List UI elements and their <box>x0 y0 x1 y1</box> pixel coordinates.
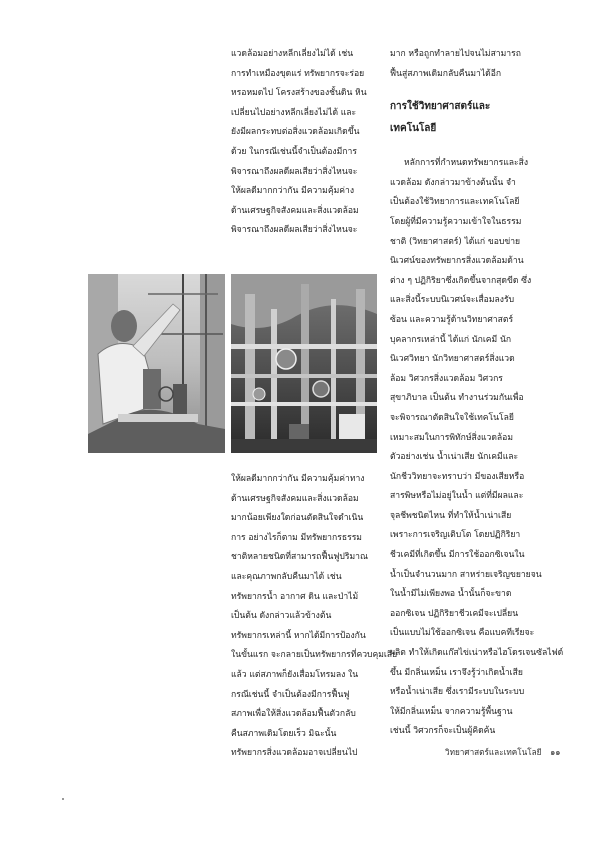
text-line: ทรัพยากรน้ำ อากาศ ดิน และป่าไม้ <box>231 591 359 602</box>
scan-speck <box>62 798 64 800</box>
text-line: ชีวเคมีที่เกิดขึ้น มีการใช้ออกซิเจนใน <box>390 550 525 561</box>
laboratory-photo <box>88 274 225 453</box>
text-line: ในขั้นแรก จะกลายเป็นทรัพยากรที่ควบคุมเสีย <box>231 650 398 661</box>
text-line: บุคลากรเหล่านี้ ได้แก่ นักเคมี นัก <box>390 334 512 345</box>
text-line: ผลิต ทำให้เกิดแก๊สไข่เน่าหรือไฮโดรเจนซัลไฟด์ <box>390 648 564 659</box>
text-line: ฟื้นสู่สภาพเดิมกลับคืนมาได้อีก <box>390 68 502 79</box>
text-line: ล้อม วิศวกรสิ่งแวดล้อม วิศวกร <box>390 373 503 384</box>
text-line: จุลชีพชนิดไหน ที่ทำให้น้ำเน่าเสีย <box>390 510 512 521</box>
text-line: ด้านเศรษฐกิจสังคมและสิ่งแวดล้อม <box>231 205 359 216</box>
right-column-body <box>390 154 564 742</box>
section-heading-line: เทคโนโลยี <box>390 123 437 135</box>
text-line: เป็นต้องใช้วิทยาการและเทคโนโลยี <box>390 197 520 208</box>
text-line: ออกซิเจน ปฏิกิริยาชีวเคมีจะเปลี่ยน <box>390 608 519 619</box>
text-line: แล้ว แต่สภาพก็ยังเสื่อมโทรมลง ใน <box>231 669 359 680</box>
text-line: นักชีววิทยาจะทราบว่า มีของเสียหรือ <box>390 471 525 482</box>
text-line: จะพิจารณาตัดสินใจใช้เทคโนโลยี <box>390 412 514 423</box>
middle-column-top <box>231 45 377 241</box>
text-line: ต่าง ๆ ปฏิกิริยาซึ่งเกิดขึ้นจากสุดขีด ซึ่ง <box>390 275 532 286</box>
text-line: ซ้อน และความรู้ด้านวิทยาศาสตร์ <box>390 314 514 325</box>
text-line: แวดล้อมอย่างหลีกเลี่ยงไม่ได้ เช่น <box>231 49 354 59</box>
text-line: การ อย่างไรก็ตาม มีทรัพยากรธรรม <box>231 532 362 543</box>
text-line: ชาติ (วิทยาศาสตร์) ได้แก่ ขอบข่าย <box>390 236 521 247</box>
text-line: พิจารณาถึงผลดีผลเสียว่าสิ่งไหนจะ <box>231 166 358 177</box>
text-line: เปลี่ยนไปอย่างหลีกเลี่ยงไม่ได้ และ <box>231 107 357 118</box>
text-line: นิเวศวิทยา นักวิทยาศาสตร์สิ่งแวด <box>390 354 515 365</box>
text-line: ทรัพยากรสิ่งแวดล้อมอาจเปลี่ยนไป <box>231 748 358 759</box>
section-heading <box>390 96 550 140</box>
text-line: ขึ้น มีกลิ่นเหม็น เราจึงรู้ว่าเกิดน้ำเสีย <box>390 667 523 678</box>
middle-column-bottom <box>231 470 398 764</box>
text-line: ด้วย ในกรณีเช่นนี้จำเป็นต้องมีการ <box>231 146 357 157</box>
text-line: โดยผู้ที่มีความรู้ความเข้าใจในธรรม <box>390 216 522 227</box>
text-line: การทำเหมืองขุดแร่ ทรัพยากรจะร่อย <box>231 68 365 79</box>
text-line: เหมาะสมในการพิทักษ์สิ่งแวดล้อม <box>390 432 514 443</box>
text-line: คืนสภาพเดิมโดยเร็ว มิฉะนั้น <box>231 728 337 739</box>
text-line: เพราะการเจริญเติบโต โดยปฏิกิริยา <box>390 530 521 541</box>
text-line: ให้ผลดีมากกว่ากัน มีความคุ้มค่าง <box>231 186 355 197</box>
text-line: หลักการที่กำหนดทรัพยากรและสิ่ง <box>404 158 529 169</box>
text-line: มากน้อยเพียงใดก่อนตัดสินใจดำเนิน <box>231 513 364 524</box>
text-line: เป็นต้น ดังกล่าวแล้วข้างต้น <box>231 611 332 622</box>
section-heading-line: การใช้วิทยาศาสตร์และ <box>390 101 491 113</box>
industrial-plant-photo <box>231 274 377 453</box>
text-line: สารพิษหรือไม่อยู่ในน้ำ แต่ที่มีผลและ <box>390 491 524 502</box>
text-line: แวดล้อม ดังกล่าวมาข้างต้นนั้น จำ <box>390 177 516 188</box>
text-line: ให้มีกลิ่นเหม็น จากความรู้พื้นฐาน <box>390 706 513 717</box>
text-line: และสิ่งนี้ระบบนิเวศน์จะเสื่อมลงรับ <box>390 295 515 306</box>
right-column-intro <box>390 45 550 84</box>
page-footer <box>445 746 560 759</box>
page-number: ๑๑ <box>550 747 561 757</box>
text-line: หรือน้ำเน่าเสีย ซึ่งเรามีระบบในระบบ <box>390 687 525 698</box>
text-line: พิจารณาถึงผลดีผลเสียว่าสิ่งไหนจะ <box>231 225 358 236</box>
text-line: และคุณภาพกลับคืนมาได้ เช่น <box>231 571 342 582</box>
text-line: เป็นแบบไม่ใช้ออกซิเจน คือแบคทีเรียจะ <box>390 628 535 639</box>
text-line: สภาพเพื่อให้สิ่งแวดล้อมฟื้นตัวกลับ <box>231 709 356 720</box>
text-line: ทรัพยากรเหล่านี้ หากได้มีการป้องกัน <box>231 630 366 641</box>
text-line: ด้านเศรษฐกิจสังคมและสิ่งแวดล้อม <box>231 493 359 504</box>
text-line: น้ำเป็นจำนวนมาก สาหร่ายเจริญขยายจน <box>390 569 542 580</box>
footer-title: วิทยาศาสตร์และเทคโนโลยี <box>445 747 542 757</box>
text-line: ชาติหลายชนิดที่สามารถฟื้นฟูปริมาณ <box>231 552 368 563</box>
text-line: นิเวศน์ของทรัพยากรสิ่งแวดล้อมด้าน <box>390 256 524 267</box>
text-line: มาก หรือถูกทำลายไปจนไม่สามารถ <box>390 49 521 59</box>
text-line: หรอหมดไป โครงสร้างของชั้นดิน หิน <box>231 88 367 99</box>
text-line: ในน้ำมีไม่เพียงพอ น้ำนั้นก็จะขาด <box>390 589 512 600</box>
text-line: ยังมีผลกระทบต่อสิ่งแวดล้อมเกิดขึ้น <box>231 127 360 138</box>
text-line: ให้ผลดีมากกว่ากัน มีความคุ้มค่าทาง <box>231 474 365 484</box>
text-line: เช่นนี้ วิศวกรก็จะเป็นผู้คิดค้น <box>390 726 496 737</box>
right-column <box>390 45 564 742</box>
text-line: กรณีเช่นนี้ จำเป็นต้องมีการฟื้นฟู <box>231 689 350 700</box>
text-line: ตัวอย่างเช่น น้ำเน่าเสีย นักเคมีและ <box>390 452 519 463</box>
text-line: สุขาภิบาล เป็นต้น ทำงานร่วมกันเพื่อ <box>390 393 524 404</box>
